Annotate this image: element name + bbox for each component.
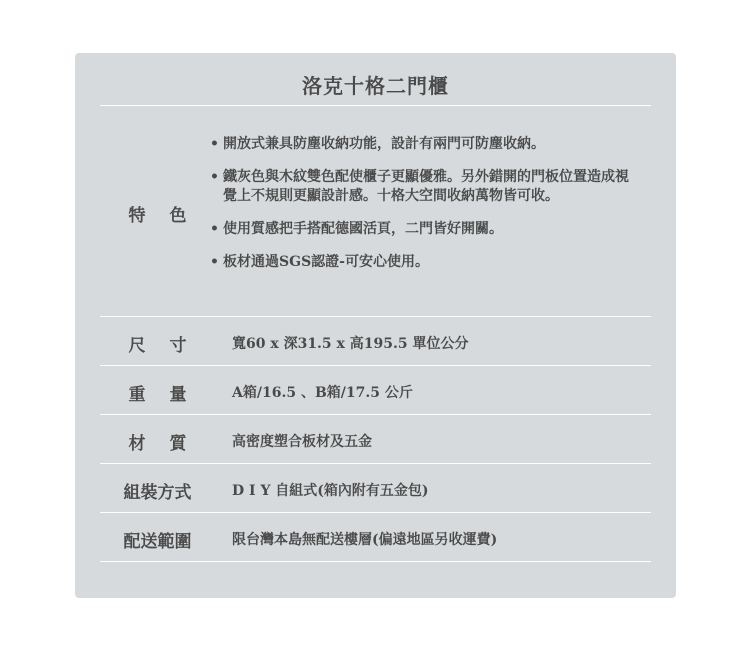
features-label-char-2: 色 — [169, 206, 187, 226]
spec-value-size: 寬60 x 深31.5 x 高195.5 單位公分 — [232, 336, 469, 352]
spec-label-delivery: 配送範圍 — [123, 532, 192, 552]
bullet-icon: • — [210, 169, 219, 185]
product-title: 洛克十格二門櫃 — [302, 74, 449, 98]
spec-value-assembly: D I Y 自組式(箱內附有五金包) — [232, 483, 429, 499]
spec-value-delivery: 限台灣本島無配送樓層(偏遠地區另收運費) — [232, 532, 498, 548]
divider — [100, 512, 651, 513]
divider — [100, 365, 651, 366]
divider — [100, 105, 651, 106]
spec-value-weight: A箱/16.5 、B箱/17.5 公斤 — [232, 385, 413, 401]
divider — [100, 463, 651, 464]
feature-item: • 鐵灰色與木紋雙色配使櫃子更顯優雅。另外錯開的門板位置造成視覺上不規則更顯設計感。十格大空間收納萬物皆可收。 — [210, 169, 629, 204]
feature-item: • 使用質感把手搭配德國活頁，二門皆好開關。 — [210, 221, 503, 237]
spec-label-weight: 重 量 — [128, 385, 187, 405]
divider — [100, 316, 651, 317]
features-label-char-1: 特 — [128, 206, 146, 226]
feature-item: • 板材通過SGS認證-可安心使用。 — [210, 254, 429, 270]
spec-label-assembly: 組裝方式 — [123, 483, 192, 503]
spec-label-material: 材 質 — [128, 434, 187, 454]
divider — [100, 561, 651, 562]
bullet-icon: • — [210, 254, 219, 270]
spec-value-material: 高密度塑合板材及五金 — [232, 434, 372, 450]
product-spec-card — [75, 53, 676, 598]
features-list — [209, 135, 639, 286]
bullet-icon: • — [210, 136, 219, 152]
divider — [100, 414, 651, 415]
spec-label-size: 尺 寸 — [128, 336, 187, 356]
features-label — [100, 201, 215, 226]
bullet-icon: • — [210, 221, 219, 237]
feature-item: • 開放式兼具防塵收納功能，設計有兩門可防塵收納。 — [210, 136, 545, 152]
